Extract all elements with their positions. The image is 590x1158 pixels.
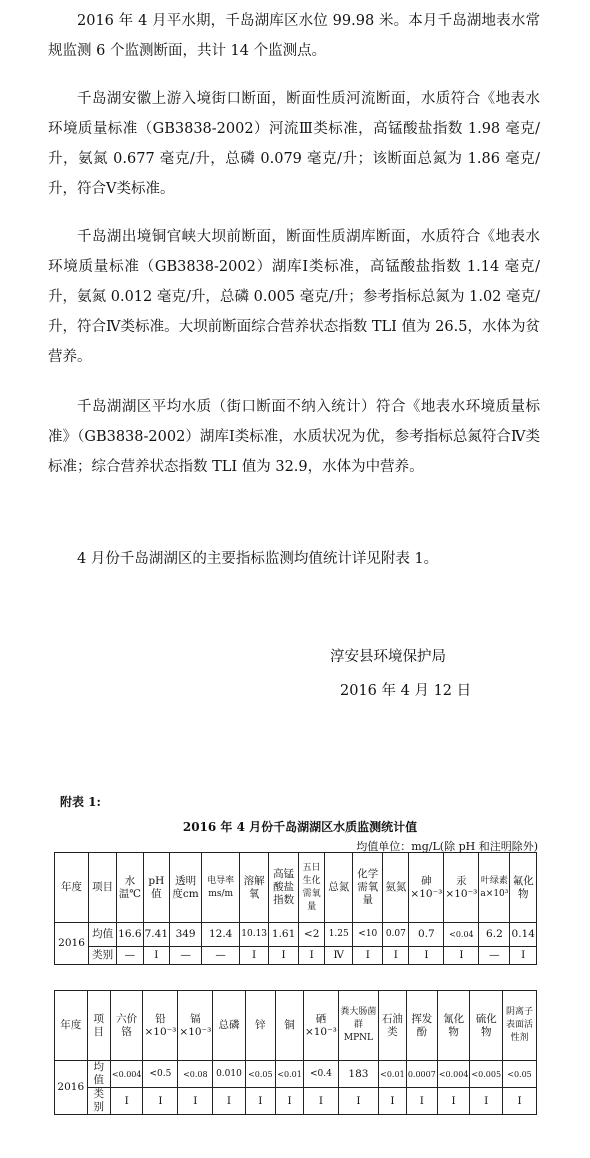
mean-cell: 1.25	[325, 923, 353, 947]
header-cell: 砷×10⁻³	[409, 853, 444, 923]
header-cell: 汞×10⁻³	[444, 853, 479, 923]
paragraph-water-level: 2016 年 4 月平水期，千岛湖库区水位 99.98 米。本月千岛湖地表水常规监测 6 个监测断面，共计 14 个监测点。	[48, 13, 540, 59]
mean-label: 均值	[89, 923, 117, 947]
paragraph-jiekou-section: 千岛湖安徽上游入境街口断面，断面性质河流断面，水质符合《地表水环境质量标准（GB3838-2002）河流Ⅲ类标准，高锰酸盐指数 1.98 毫克/升，氨氮 0.677 毫克/升，总磷 0.079 毫克/升；该断面总氮为 1.86 毫克/升，符合Ⅴ类标准。	[48, 91, 540, 197]
class-cell: Ⅰ	[213, 1088, 245, 1115]
mean-cell: 12.4	[202, 923, 240, 947]
header-cell: 总磷	[213, 991, 245, 1061]
mean-cell: <0.005	[470, 1061, 503, 1088]
header-cell: 铜	[276, 991, 304, 1061]
header-cell: 高锰酸盐指数	[269, 853, 299, 923]
mean-cell: <0.04	[444, 923, 479, 947]
header-cell: 叶绿素a×10³	[479, 853, 510, 923]
header-cell: 挥发酚	[406, 991, 437, 1061]
mean-cell: 1.61	[269, 923, 299, 947]
header-cell: 水温℃	[117, 853, 143, 923]
mean-label: 均值	[87, 1061, 110, 1088]
paragraph-dam-section: 千岛湖出境铜官峡大坝前断面，断面性质湖库断面，水质符合《地表水环境质量标准（GB3838-2002）湖库Ⅰ类标准，高锰酸盐指数 1.14 毫克/升，氨氮 0.012 毫克/升，总磷 0.005 毫克/升；参考指标总氮为 1.02 毫克/升，符合Ⅳ类标准。大坝前断面综合营养状态指数 TLI 值为 26.5，水体为贫营养。	[48, 229, 540, 365]
class-cell: Ⅰ	[470, 1088, 503, 1115]
header-cell: 氰化物	[437, 991, 470, 1061]
header-cell: 六价铬	[110, 991, 143, 1061]
class-cell: Ⅰ	[437, 1088, 470, 1115]
header-cell: 总氮	[325, 853, 353, 923]
header-cell: 化学需氧量	[353, 853, 383, 923]
mean-cell: 349	[170, 923, 202, 947]
paragraph-lake-average: 千岛湖湖区平均水质（街口断面不纳入统计）符合《地表水环境质量标准》（GB3838-2002）湖库Ⅰ类标准，水质状况为优，参考指标总氮符合Ⅳ类标准；综合营养状态指数 TLI 值为 32.9，水体为中营养。	[48, 399, 540, 475]
header-cell: 粪大肠菌群MPNL	[338, 991, 378, 1061]
table-title: 2016 年 4 月份千岛湖湖区水质监测统计值	[182, 820, 418, 834]
unit-note: 均值单位：mg/L(除 pH 和注明除外)	[356, 840, 538, 853]
year-cell: 2016	[55, 1061, 88, 1115]
stats-table-1	[54, 852, 537, 965]
class-label: 类别	[89, 947, 117, 965]
header-cell: 锌	[245, 991, 276, 1061]
class-cell: Ⅰ	[383, 947, 409, 965]
appendix-label: 附表 1:	[60, 795, 101, 809]
item-header: 项目	[89, 853, 117, 923]
class-cell: Ⅰ	[276, 1088, 304, 1115]
class-cell: Ⅰ	[143, 1088, 178, 1115]
signature-date: 2016 年 4 月 12 日	[340, 683, 472, 699]
mean-cell: 0.010	[213, 1061, 245, 1088]
class-cell: Ⅰ	[245, 1088, 276, 1115]
class-cell: Ⅰ	[353, 947, 383, 965]
class-label: 类别	[87, 1088, 110, 1115]
header-cell: 氟化物	[510, 853, 537, 923]
header-cell: 硒×10⁻³	[303, 991, 338, 1061]
mean-cell: <2	[299, 923, 325, 947]
mean-cell: 183	[338, 1061, 378, 1088]
mean-cell: 10.13	[240, 923, 269, 947]
mean-cell: <0.01	[378, 1061, 406, 1088]
class-cell: Ⅰ	[143, 947, 169, 965]
mean-cell: 7.41	[143, 923, 169, 947]
mean-cell: 0.0007	[406, 1061, 437, 1088]
class-cell: Ⅰ	[444, 947, 479, 965]
mean-cell: 0.7	[409, 923, 444, 947]
item-header: 项目	[87, 991, 110, 1061]
mean-cell: <0.4	[303, 1061, 338, 1088]
class-cell: —	[117, 947, 143, 965]
mean-cell: <0.05	[245, 1061, 276, 1088]
header-cell: pH值	[143, 853, 169, 923]
header-cell: 透明度cm	[170, 853, 202, 923]
class-cell: Ⅰ	[299, 947, 325, 965]
class-cell: —	[170, 947, 202, 965]
mean-cell: <10	[353, 923, 383, 947]
class-cell: Ⅰ	[409, 947, 444, 965]
class-cell: Ⅰ	[338, 1088, 378, 1115]
class-cell: Ⅰ	[269, 947, 299, 965]
mean-cell: <0.5	[143, 1061, 178, 1088]
class-cell: Ⅰ	[240, 947, 269, 965]
header-cell: 溶解氧	[240, 853, 269, 923]
mean-cell: 0.07	[383, 923, 409, 947]
header-cell: 电导率ms/m	[202, 853, 240, 923]
mean-cell: <0.004	[110, 1061, 143, 1088]
stats-table-2	[54, 990, 537, 1115]
class-cell: Ⅰ	[378, 1088, 406, 1115]
paragraph-appendix-reference: 4 月份千岛湖湖区的主要指标监测均值统计详见附表 1。	[77, 551, 439, 567]
header-cell: 铅×10⁻³	[143, 991, 178, 1061]
signature-organization: 淳安县环境保护局	[330, 649, 446, 665]
class-cell: Ⅰ	[503, 1088, 537, 1115]
class-cell: Ⅰ	[110, 1088, 143, 1115]
mean-cell: <0.08	[178, 1061, 213, 1088]
year-header: 年度	[55, 991, 88, 1061]
mean-cell: 0.14	[510, 923, 537, 947]
mean-cell: 16.6	[117, 923, 143, 947]
mean-cell: <0.05	[503, 1061, 537, 1088]
header-cell: 镉×10⁻³	[178, 991, 213, 1061]
mean-cell: <0.004	[437, 1061, 470, 1088]
header-cell: 阴离子表面活性剂	[503, 991, 537, 1061]
header-cell: 石油类	[378, 991, 406, 1061]
header-cell: 五日生化需氧量	[299, 853, 325, 923]
header-cell: 氨氮	[383, 853, 409, 923]
class-cell: Ⅰ	[303, 1088, 338, 1115]
class-cell: Ⅰ	[178, 1088, 213, 1115]
class-cell: Ⅰ	[510, 947, 537, 965]
class-cell: Ⅳ	[325, 947, 353, 965]
class-cell: —	[202, 947, 240, 965]
mean-cell: 6.2	[479, 923, 510, 947]
year-cell: 2016	[55, 923, 89, 965]
class-cell: —	[479, 947, 510, 965]
mean-cell: <0.01	[276, 1061, 304, 1088]
header-cell: 硫化物	[470, 991, 503, 1061]
year-header: 年度	[55, 853, 89, 923]
class-cell: Ⅰ	[406, 1088, 437, 1115]
